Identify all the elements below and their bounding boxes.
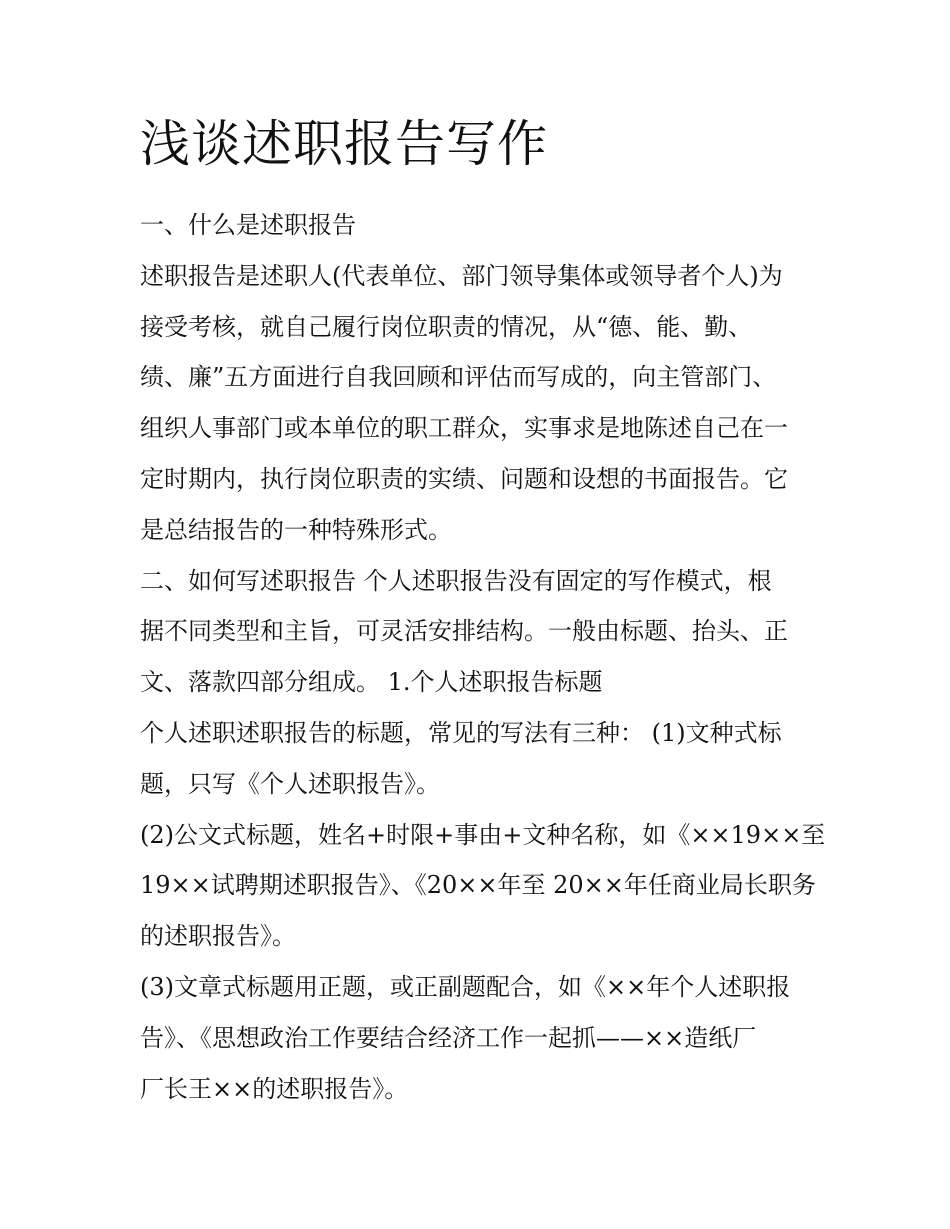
paragraph-line: 题，只写《个人述职报告》。 [140,769,440,798]
document-body [140,200,826,1114]
paragraph-line: 厂长王××的述职报告》。 [140,1074,409,1103]
paragraph-line: 是总结报告的一种特殊形式。 [140,515,452,544]
paragraph-line: 文、落款四部分组成。 1.个人述职报告标题 [140,668,603,697]
document-title: 浅谈述职报告写作 [140,115,548,173]
paragraph-line: 19××试聘期述职报告》、《20××年至 20××年任商业局长职务 [140,871,816,900]
paragraph-line: 述职报告是述职人(代表单位、部门领导集体或领导者个人)为 [140,261,783,290]
paragraph-line: (3)文章式标题用正题，或正副题配合，如《××年个人述职报 [140,972,791,1001]
paragraph-line: 据不同类型和主旨，可灵活安排结构。一般由标题、抬头、正 [140,617,788,646]
section-heading-1: 一、什么是述职报告 [140,211,356,239]
paragraph-line: 接受考核，就自己履行岗位职责的情况，从“德、能、勤、 [140,312,753,341]
paragraph-line: 的述职报告》。 [140,922,296,951]
paragraph-line: 定时期内，执行岗位职责的实绩、问题和设想的书面报告。它 [140,464,788,493]
paragraph-line: 组织人事部门或本单位的职工群众，实事求是地陈述自己在一 [140,414,788,443]
paragraph-line: (2)公文式标题，姓名+时限+事由+文种名称，如《××19××至 [140,820,826,849]
paragraph-line: 告》、《思想政治工作要结合经济工作一起抓——××造纸厂 [140,1023,757,1052]
paragraph-line: 绩、廉”五方面进行自我回顾和评估而写成的，向主管部门、 [140,363,777,392]
paragraph-line: 个人述职述职报告的标题，常见的写法有三种： (1)文种式标 [140,718,782,747]
section-heading-2: 二、如何写述职报告 个人述职报告没有固定的写作模式，根 [140,566,772,595]
